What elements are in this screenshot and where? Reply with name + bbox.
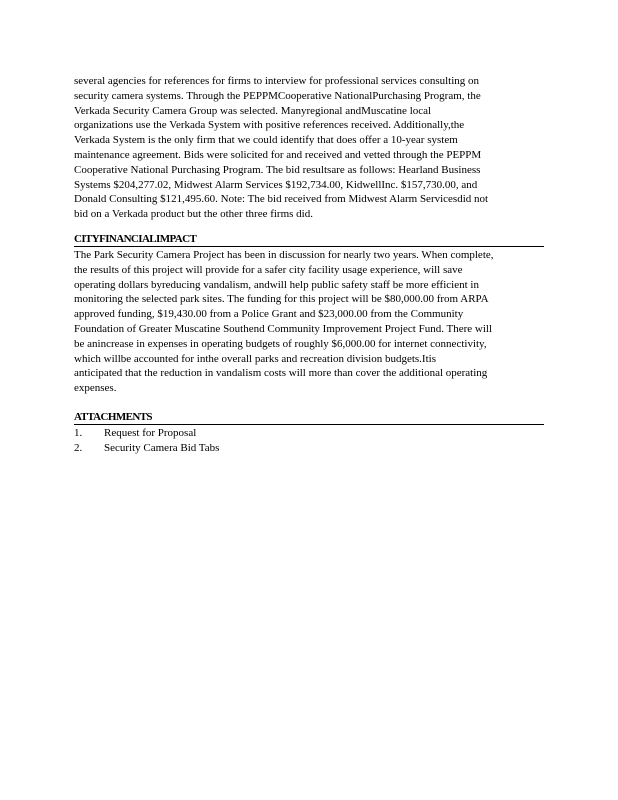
financial-impact-heading: CITYFINANCIALIMPACT (74, 232, 197, 245)
intro-line: organizations use the Verkada System with positive references received. Additionally,the (74, 119, 465, 132)
financial-line: Foundation of Greater Muscatine Southend Community Improvement Project Fund. There will (74, 322, 493, 335)
section-divider (74, 246, 544, 247)
document-page (74, 74, 544, 456)
intro-line: Donald Consulting $121,495.60. Note: The bid received from Midwest Alarm Servicesdid not (74, 193, 489, 206)
financial-line: operating dollars byreducing vandalism, andwill help public safety staff be more efficient in (74, 278, 479, 291)
financial-line: monitoring the selected park sites. The funding for this project will be $80,000.00 from ARPA (74, 293, 489, 306)
financial-line: expenses. (74, 382, 117, 395)
intro-line: Systems $204,277.02, Midwest Alarm Services $192,734.00, KidwellInc. $157,730.00, and (74, 178, 478, 191)
intro-line: Verkada Security Camera Group was selected. Manyregional andMuscatine local (74, 104, 432, 117)
financial-line: which willbe accounted for inthe overall parks and recreation division budgets.Itis (74, 352, 436, 365)
attachment-number: 2. (74, 441, 83, 454)
intro-line: maintenance agreement. Bids were solicited for and received and vetted through the PEPPM (74, 148, 482, 161)
intro-line: Verkada System is the only firm that we could identify that does offer a 10-year system (74, 134, 458, 147)
attachment-item (74, 426, 544, 441)
financial-line: approved funding, $19,430.00 from a Police Grant and $23,000.00 from the Community (74, 308, 464, 321)
attachment-label: Request for Proposal (104, 426, 197, 439)
financial-line: the results of this project will provide for a safer city facility usage experience, will save (74, 263, 463, 276)
attachments-list (74, 426, 544, 456)
intro-line: Cooperative National Purchasing Program. The bid resultsare as follows: Hearland Business (74, 163, 481, 176)
financial-line: The Park Security Camera Project has been in discussion for nearly two years. When complete, (74, 248, 494, 261)
intro-line: security camera systems. Through the PEPPMCooperative NationalPurchasing Program, the (74, 89, 481, 102)
attachment-label: Security Camera Bid Tabs (104, 441, 220, 454)
intro-line: bid on a Verkada product but the other three firms did. (74, 208, 313, 221)
attachments-heading: ATTACHMENTS (74, 410, 152, 423)
financial-impact-paragraph (74, 248, 544, 396)
financial-line: be anincrease in expenses in operating budgets of roughly $6,000.00 for internet connectivity, (74, 337, 487, 350)
section-divider (74, 424, 544, 425)
attachment-number: 1. (74, 426, 83, 439)
intro-paragraph (74, 74, 544, 222)
attachment-item (74, 441, 544, 456)
financial-line: anticipated that the reduction in vandalism costs will more than cover the additional operating (74, 367, 488, 380)
intro-line: several agencies for references for firms to interview for professional services consulting on (74, 75, 480, 87)
